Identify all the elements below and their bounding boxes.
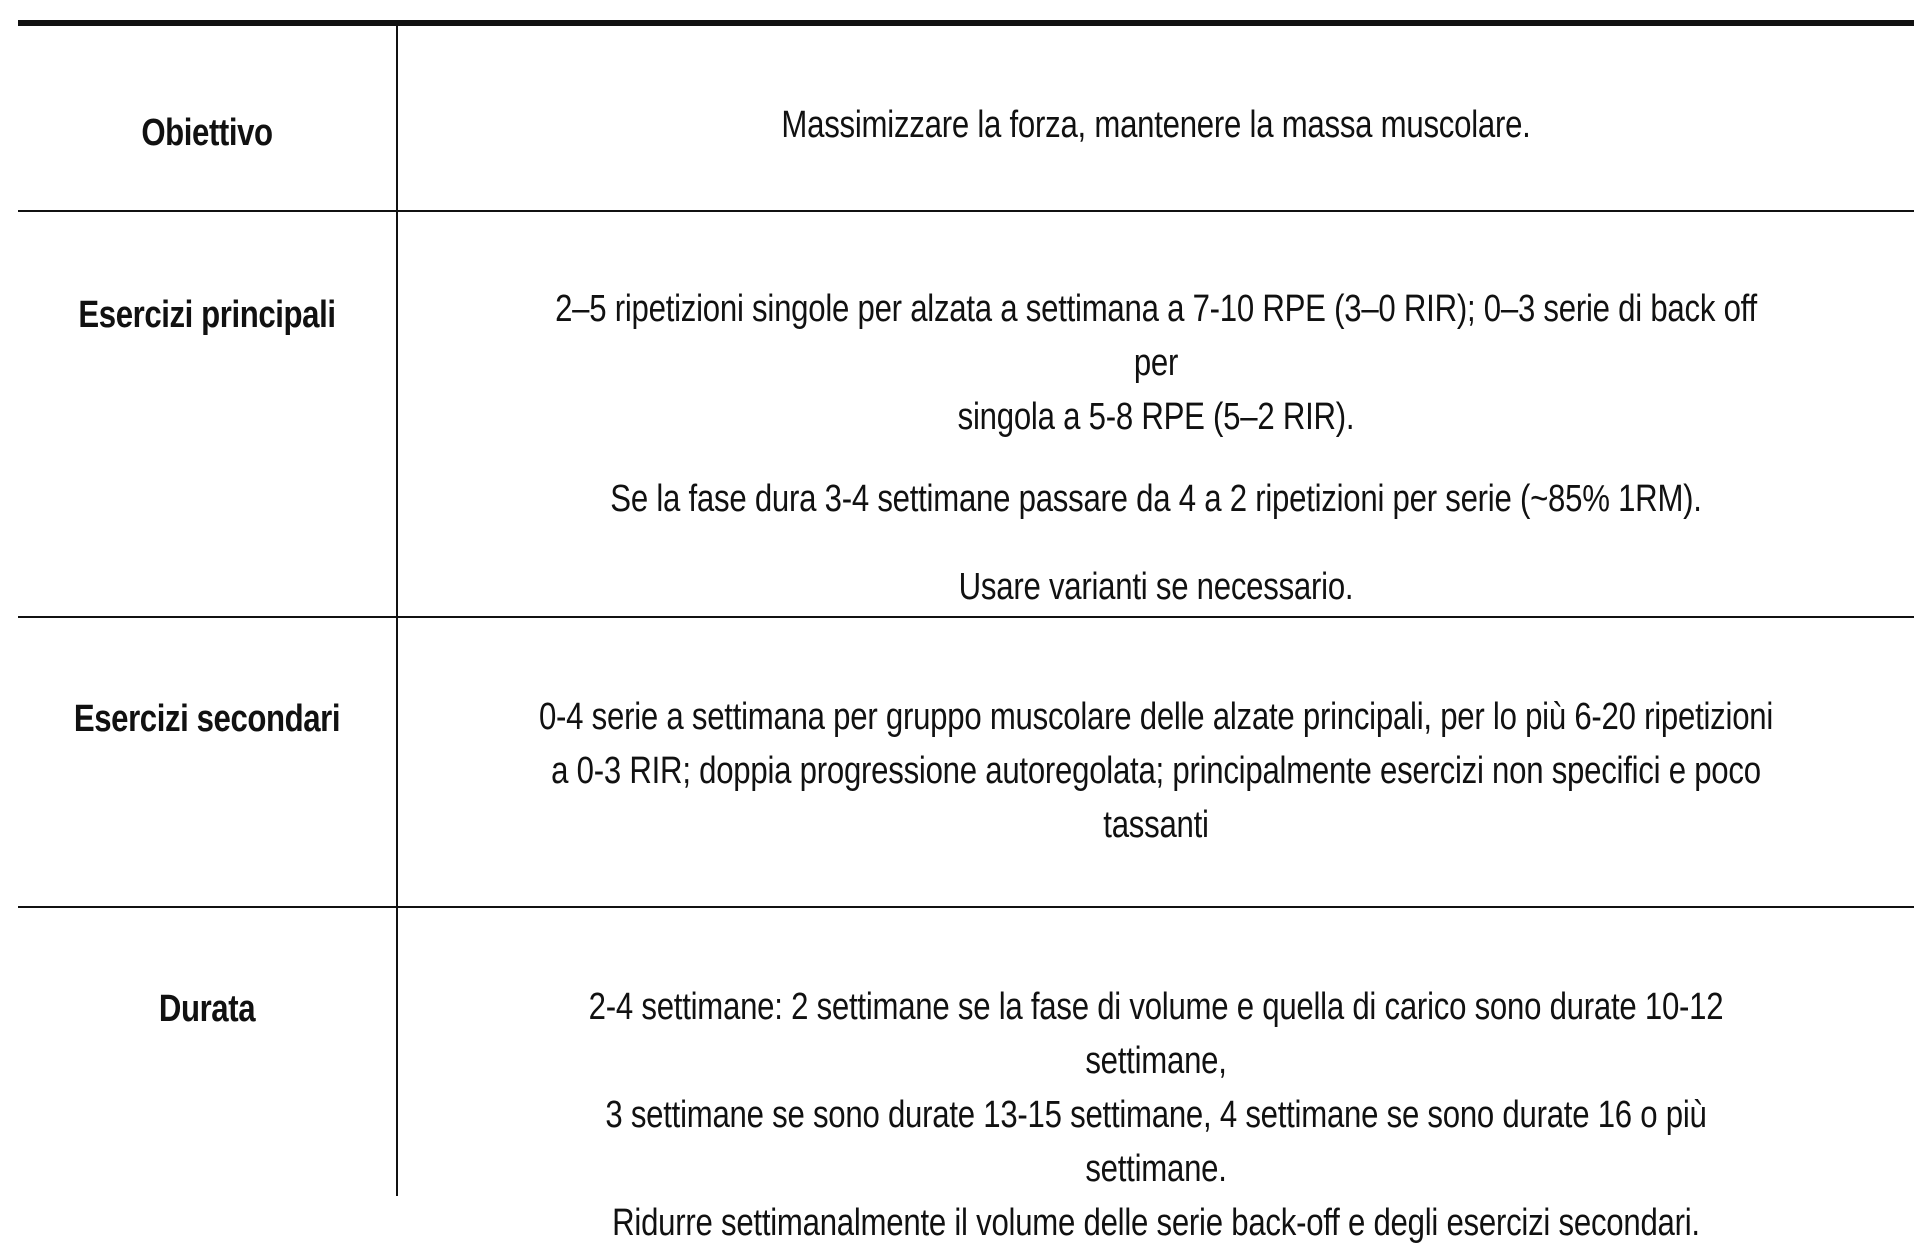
principali-line-3: Se la fase dura 3-4 settimane passare da 4 a 2 ripetizioni per serie (~85% 1RM). bbox=[610, 478, 1702, 520]
row-label-durata: Durata bbox=[158, 988, 256, 1030]
phase-table bbox=[18, 20, 1914, 1244]
row-label-esercizi-secondari: Esercizi secondari bbox=[73, 698, 341, 740]
durata-line-3: Ridurre settimanalmente il volume delle serie back-off e degli esercizi secondari. bbox=[612, 1202, 1700, 1244]
durata-line-1: 2-4 settimane: 2 settimane se la fase di volume e quella di carico sono durate 10-12 settimane, bbox=[588, 986, 1724, 1082]
row-content-durata bbox=[398, 980, 1914, 1250]
principali-line-2: singola a 5-8 RPE (5–2 RIR). bbox=[957, 396, 1355, 438]
durata-line-2: 3 settimane se sono durate 13-15 settimane, 4 settimane se sono durate 16 o più settimane. bbox=[605, 1094, 1707, 1190]
principali-line-4: Usare varianti se necessario. bbox=[958, 566, 1354, 608]
row-divider bbox=[18, 210, 1914, 212]
secondari-line-1: 0-4 serie a settimana per gruppo muscolare delle alzate principali, per lo più 6-20 ripetizioni bbox=[538, 696, 1774, 738]
row-content-esercizi-principali bbox=[398, 282, 1914, 614]
principali-line-1: 2–5 ripetizioni singole per alzata a settimana a 7-10 RPE (3–0 RIR); 0–3 serie di back off per bbox=[555, 288, 1757, 384]
row-content-obiettivo bbox=[398, 98, 1914, 152]
secondari-line-3: tassanti bbox=[1103, 804, 1209, 846]
row-label-obiettivo: Obiettivo bbox=[141, 112, 273, 154]
row-content-esercizi-secondari bbox=[398, 690, 1914, 852]
secondari-line-2: a 0-3 RIR; doppia progressione autoregolata; principalmente esercizi non specifici e poco bbox=[551, 750, 1761, 792]
row-label-esercizi-principali: Esercizi principali bbox=[78, 294, 336, 336]
obiettivo-text: Massimizzare la forza, mantenere la massa muscolare. bbox=[781, 104, 1531, 146]
row-divider bbox=[18, 906, 1914, 908]
row-divider bbox=[18, 616, 1914, 618]
